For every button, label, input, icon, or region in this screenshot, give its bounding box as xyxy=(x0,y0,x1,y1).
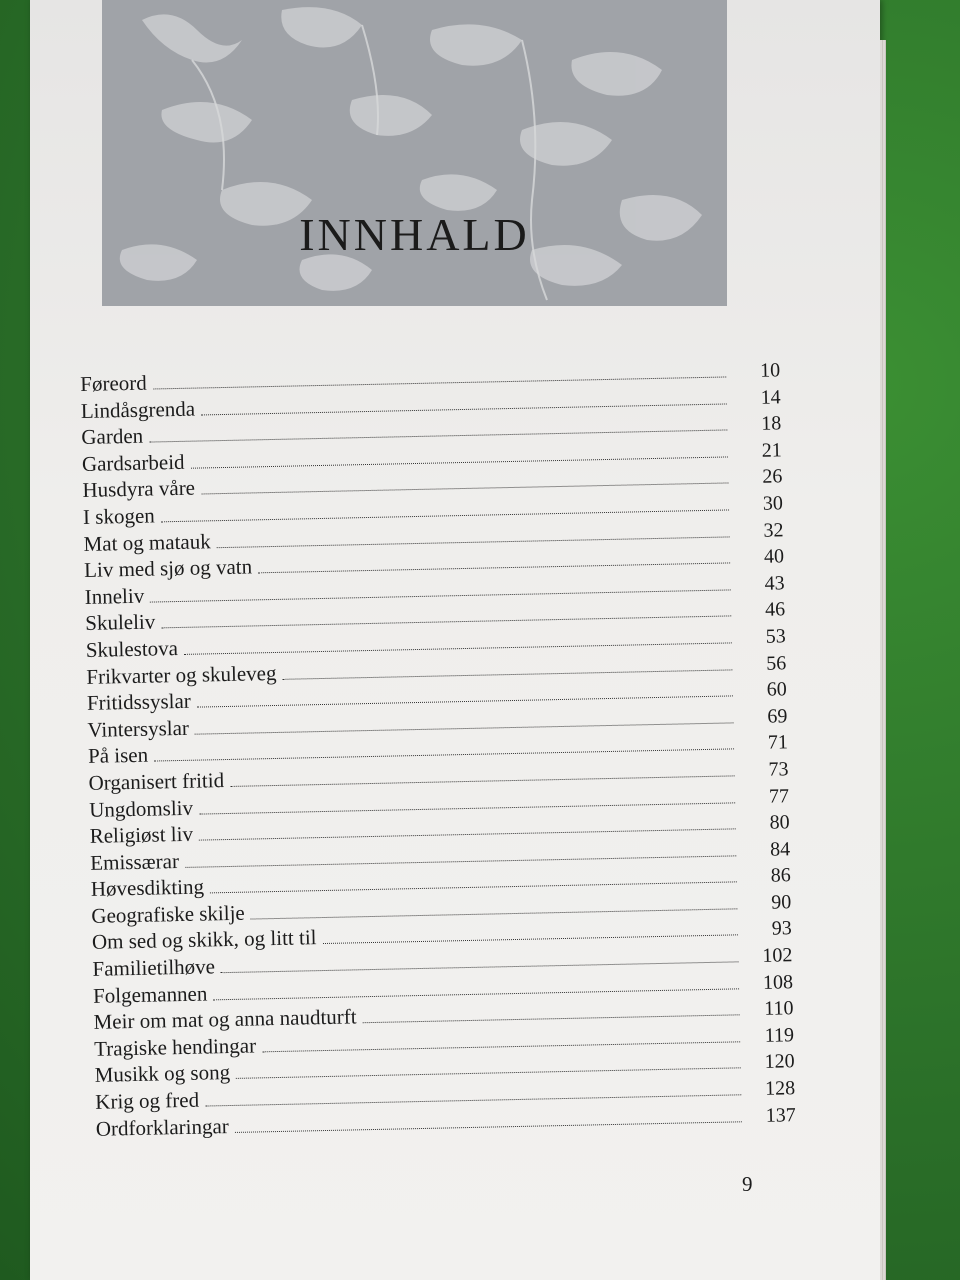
toc-entry-page: 21 xyxy=(761,439,783,462)
toc-entry-page: 40 xyxy=(763,545,785,568)
book-page-stack xyxy=(30,0,880,1280)
toc-entry-page: 128 xyxy=(764,1077,796,1100)
toc-entry-title: Liv med sjø og vatn xyxy=(83,554,253,583)
toc-entry-page: 84 xyxy=(769,837,791,861)
toc-heading: INNHALD xyxy=(299,209,530,260)
toc-entry-page: 120 xyxy=(764,1050,795,1074)
toc-entry-page: 14 xyxy=(760,385,781,409)
toc-entry-title: Vintersyslar xyxy=(87,715,190,742)
toc-entry-title: Familietilhøve xyxy=(92,954,216,981)
dot-leader xyxy=(323,935,738,945)
dot-leader xyxy=(235,1121,742,1133)
toc-entry-title: Religiøst liv xyxy=(89,821,194,848)
toc-entry-page: 110 xyxy=(763,997,794,1021)
toc-entry-title: Mat og matauk xyxy=(83,528,211,556)
toc-entry-page: 93 xyxy=(771,917,793,941)
toc-entry-title: Frikvarter og skuleveg xyxy=(86,660,277,689)
toc-entry-page: 137 xyxy=(765,1103,796,1127)
toc-entry-title: Husdyra våre xyxy=(82,475,196,503)
toc-entry-page: 10 xyxy=(759,359,781,382)
toc-entry-page: 71 xyxy=(767,731,789,754)
toc-entry-page: 53 xyxy=(765,625,786,648)
toc-entry-title: Emissærar xyxy=(90,848,180,875)
toc-entry-title: Geografiske skilje xyxy=(91,900,245,928)
toc-entry-title: Krig og fred xyxy=(95,1087,200,1114)
toc-entry-title: Om sed og skikk, og litt til xyxy=(91,925,317,955)
header-banner xyxy=(102,0,727,306)
toc-entry-title: Organisert fritid xyxy=(88,767,225,795)
toc-entry-title: Føreord xyxy=(80,370,147,396)
dot-leader xyxy=(283,669,733,679)
toc-entry-title: På isen xyxy=(87,742,149,769)
toc-entry-title: Ungdomsliv xyxy=(88,795,194,822)
dot-leader xyxy=(363,1015,740,1024)
toc-entry-page: 56 xyxy=(766,651,787,675)
book-page xyxy=(30,0,880,1280)
page-number: 9 xyxy=(742,1172,753,1196)
toc-entry-page: 30 xyxy=(762,492,784,515)
toc-entry-page: 46 xyxy=(764,598,786,622)
toc-entry-page: 102 xyxy=(762,944,793,967)
toc-entry-page: 26 xyxy=(762,465,783,489)
toc-entry-page: 108 xyxy=(762,970,794,994)
toc-entry-title: Skulestova xyxy=(85,635,179,662)
toc-entry-page: 18 xyxy=(761,412,782,435)
toc-entry-page: 73 xyxy=(768,758,789,781)
toc-entry-title: Tragiske hendingar xyxy=(93,1033,257,1061)
toc-entry-title: Lindåsgrenda xyxy=(80,396,196,423)
toc-entry-page: 119 xyxy=(764,1024,795,1047)
toc-entry-page: 80 xyxy=(769,811,790,834)
toc-entry-title: Ordforklaringar xyxy=(95,1113,230,1141)
toc-entry-title: Skuleliv xyxy=(85,609,156,636)
toc-entry-title: Musikk og song xyxy=(94,1060,231,1088)
toc-entry-page: 32 xyxy=(763,518,784,542)
toc-entry-page: 77 xyxy=(768,784,790,808)
toc-entry-page: 86 xyxy=(770,864,791,887)
toc-entry-title: Fritidssyslar xyxy=(86,688,192,716)
toc-entry-page: 43 xyxy=(764,572,785,595)
toc-entry-page: 60 xyxy=(766,678,788,701)
toc-entry-title: Inneliv xyxy=(84,583,145,609)
toc-entry-title: I skogen xyxy=(82,503,156,529)
toc-entry-title: Høvesdikting xyxy=(90,874,205,902)
toc-entry-page: 90 xyxy=(771,891,792,914)
toc-entry-title: Meir om mat og anna naudturft xyxy=(93,1004,357,1035)
toc-entry-title: Gardsarbeid xyxy=(81,449,185,476)
toc-entry-title: Folgemannen xyxy=(92,981,208,1008)
toc-entry-page: 69 xyxy=(767,704,788,728)
toc-entry-title: Garden xyxy=(81,423,144,450)
table-of-contents xyxy=(80,357,796,1143)
